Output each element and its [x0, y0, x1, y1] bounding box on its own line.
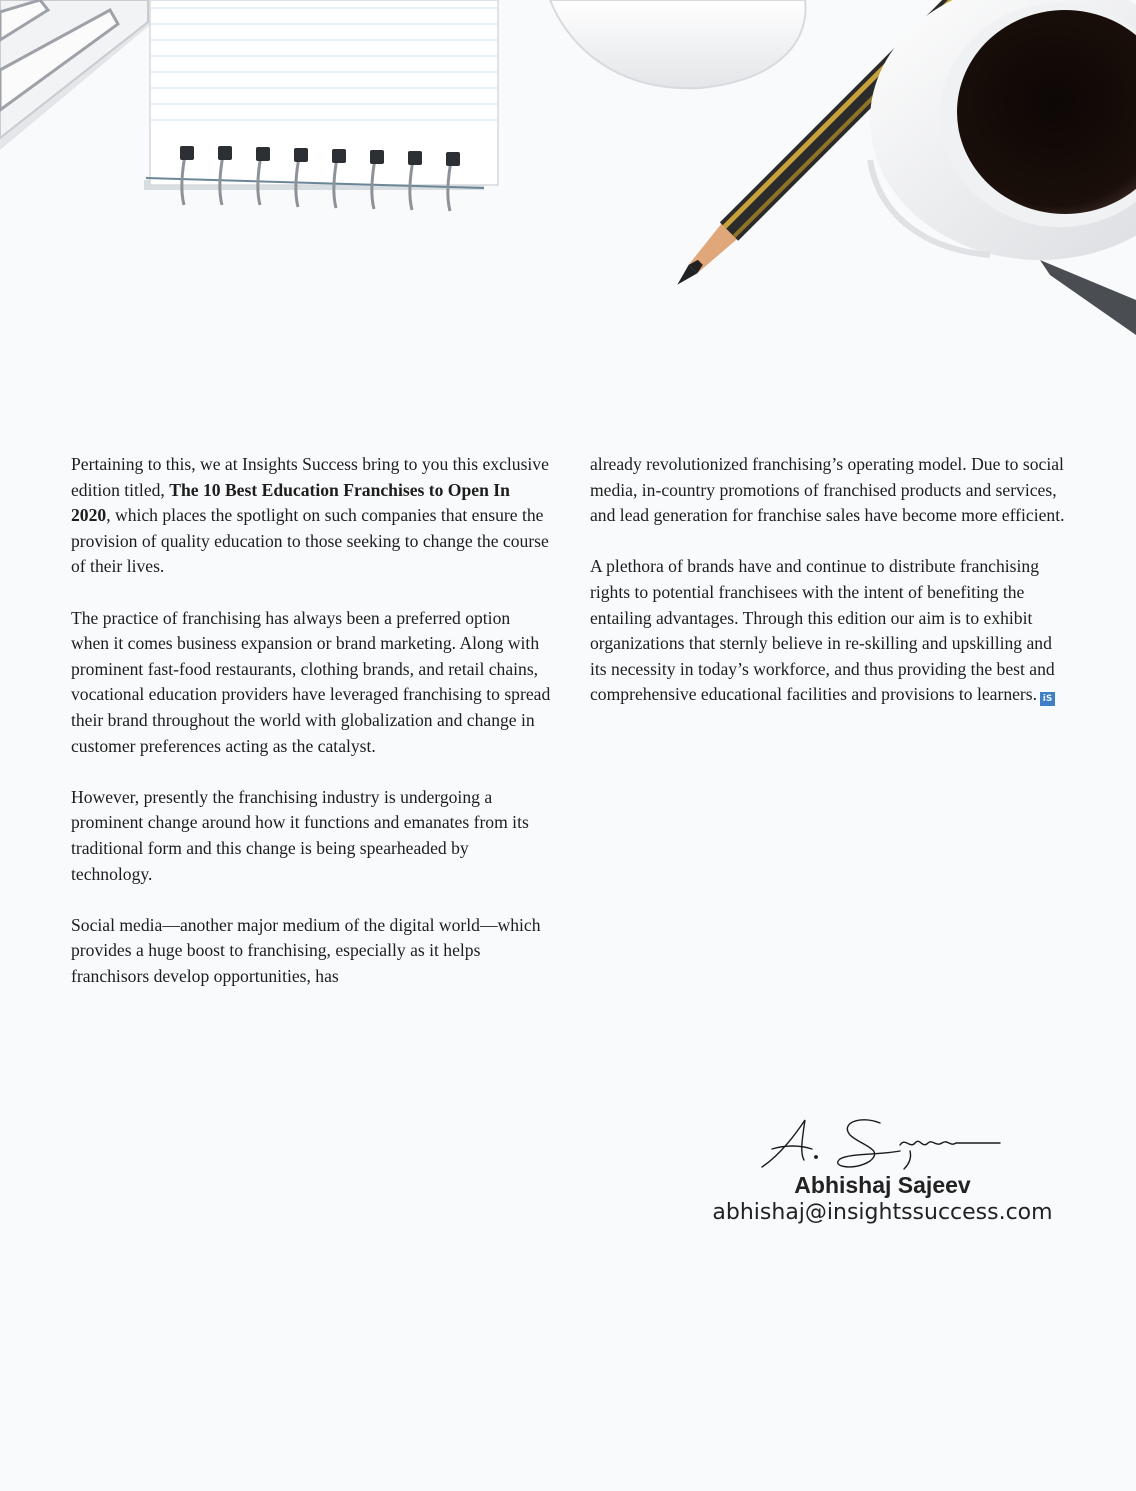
hero-photo [0, 0, 1136, 420]
author-email[interactable]: abhishaj@insightssuccess.com [712, 1200, 1053, 1225]
paragraph-industry-change: However, presently the franchising industry is undergoing a prominent change around how it functions and emanates from its traditional form and this change is being spearheaded by technology. [71, 786, 529, 884]
paragraph-intro-text: Pertaining to this, we at Insights Success bring to you this exclusive edition titled, [71, 454, 549, 500]
keyboard-icon [0, 0, 150, 150]
paragraph-operating-model: already revolutionized franchising’s operating model. Due to social media, in-country promotions of franchised products and services, and lead generation for franchise sales have become more efficient. [590, 454, 1065, 526]
spiral-notepad-icon [144, 0, 498, 211]
paragraph-brands [590, 554, 1070, 708]
desk-illustration [0, 0, 1136, 420]
article-column-left [71, 452, 551, 1015]
author-name: Abhishaj Sajeev [794, 1172, 971, 1198]
article-column-right [590, 452, 1070, 734]
mouse-icon [550, 0, 806, 88]
end-mark-icon: iS [1040, 692, 1055, 706]
paragraph-brands-text: A plethora of brands have and continue to distribute franchising rights to potential franchisees with the intent of benefiting the entailing advantages. Through this edition our aim is to exhibit organizations that sternly believe in re-skilling and upskilling and its necessity in today’s workforce, and thus providing the best and comprehensive educational facilities and provisions to learners. [590, 556, 1055, 705]
handwritten-signature [760, 1115, 1010, 1175]
coffee-cup-icon [870, 0, 1136, 335]
paragraph-intro [71, 452, 551, 580]
paragraph-intro-text-end: , which places the spotlight on such companies that ensure the provision of quality education to those seeking to change the course of their lives. [71, 505, 549, 577]
edition-title: The 10 Best Education Franchises to Open In 2020 [71, 479, 510, 526]
signature-block [690, 1115, 1075, 1227]
paragraph-social-media: Social media—another major medium of the digital world—which provides a huge boost to franchising, especially as it helps franchisors develop opportunities, has [71, 914, 541, 986]
paragraph-franchising-practice: The practice of franchising has always been a preferred option when it comes business expansion or brand marketing. Along with prominent fast-food restaurants, clothing brands, and retail chains, vocational education providers have leveraged franchising to spread their brand throughout the world with globalization and change in customer preferences acting as the catalyst. [71, 607, 551, 756]
